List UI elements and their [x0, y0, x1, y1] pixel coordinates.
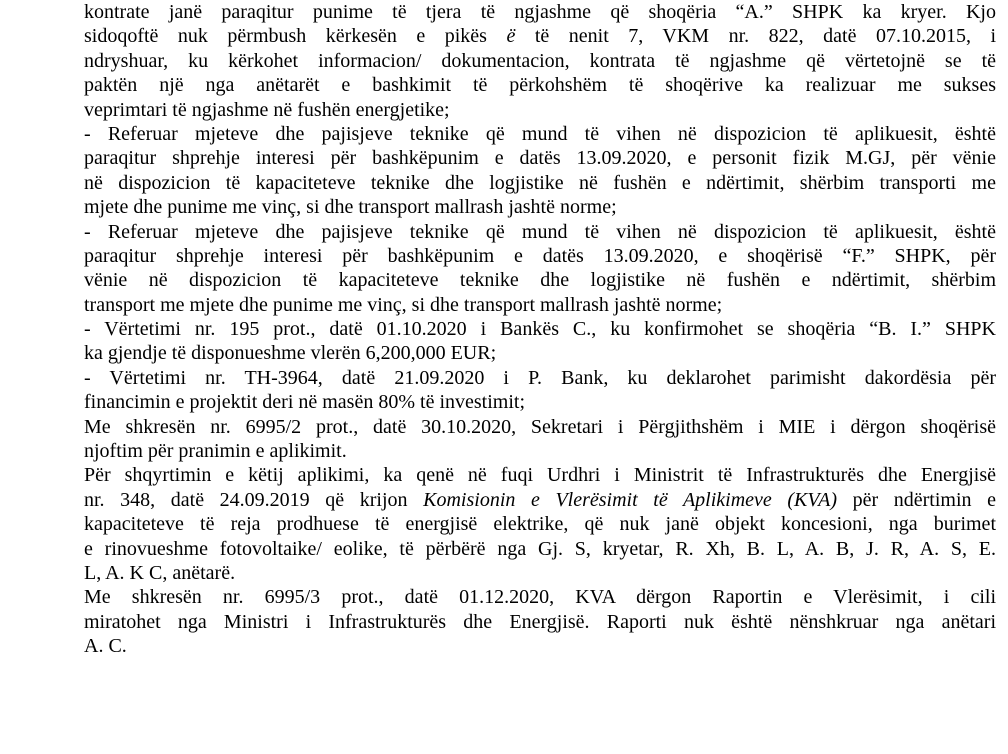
text-line: mjete dhe punime me vinç, si dhe transport mallrash jashtë norme; [84, 196, 617, 219]
text-line: kapaciteteve të reja prodhuese të energjisë elektrike, që nuk janë objekt koncesioni, nga burimet [84, 513, 996, 536]
text-line: transport me mjete dhe punime me vinç, si dhe transport mallrash jashtë norme; [84, 293, 723, 316]
text-line: Për shqyrtimin e këtij aplikimi, ka qenë në fuqi Urdhri i Ministrit të Infrastrukturës dhe Energjisë [84, 464, 996, 487]
paragraph [84, 463, 996, 585]
bullet-paragraph [84, 366, 996, 415]
text-line: paraqitur shprehje interesi për bashkëpunim e datës 13.09.2020, e personit fizik M.GJ, për vënie [84, 147, 996, 170]
text-line: - Referuar mjeteve dhe pajisjeve teknike që mund të vihen në dispozicion të aplikuesit, është [84, 220, 996, 243]
text-line: në dispozicion të kapaciteteve teknike dhe logjistike në fushën e ndërtimit, shërbim transporti me [84, 171, 996, 194]
italic-text: ë [506, 25, 516, 48]
bullet-paragraph [84, 122, 996, 220]
text-line: - Vërtetimi nr. TH-3964, datë 21.09.2020 i P. Bank, ku deklarohet parimisht dakordësia për [84, 366, 996, 389]
text-line: veprimtari të ngjashme në fushën energjetike; [84, 98, 450, 121]
text-run: sidoqoftë nuk përmbush kërkesën e pikës [84, 25, 507, 48]
text-line: njoftim për pranimin e aplikimit. [84, 440, 347, 463]
text-line: Me shkresën nr. 6995/3 prot., datë 01.12.2020, KVA dërgon Raportin e Vlerësimit, i cili [84, 586, 996, 609]
text-line: paktën një nga anëtarët e bashkimit të përkohshëm të shoqërive ka realizuar me sukses [84, 74, 996, 97]
text-line: Me shkresën nr. 6995/2 prot., datë 30.10.2020, Sekretari i Përgjithshëm i MIE i dërgon shoqërisë [84, 415, 996, 438]
italic-text: Komisionin e Vlerësimit të Aplikimeve (KVA) [423, 488, 837, 511]
text-line: financimin e projektit deri në masën 80% të investimit; [84, 391, 525, 414]
text-line [84, 24, 996, 48]
text-run: nr. 348, datë 24.09.2019 që krijon [84, 488, 424, 511]
text-line: ka gjendje të disponueshme vlerën 6,200,000 EUR; [84, 342, 497, 365]
paragraph [84, 585, 996, 658]
document-page [84, 0, 996, 659]
bullet-paragraph [84, 220, 996, 318]
text-run: të nenit 7, VKM nr. 822, datë 07.10.2015, i [515, 25, 996, 48]
text-line [84, 488, 996, 512]
text-line: e rinovueshme fotovoltaike/ eolike, të përbërë nga Gj. S, kryetar, R. Xh, B. L, A. B, J. R, A. S, E. [84, 537, 996, 560]
text-line: - Vërtetimi nr. 195 prot., datë 01.10.2020 i Bankës C., ku konfirmohet se shoqëria “B. I.” SHPK [84, 318, 996, 341]
text-run: për ndërtimin e [837, 488, 996, 511]
bullet-paragraph [84, 317, 996, 366]
text-line: miratohet nga Ministri i Infrastrukturës dhe Energjisë. Raporti nuk është nënshkruar nga anëtari [84, 610, 996, 633]
text-line: - Referuar mjeteve dhe pajisjeve teknike që mund të vihen në dispozicion të aplikuesit, është [84, 122, 996, 145]
text-line: L, A. K C, anëtarë. [84, 561, 236, 584]
paragraph [84, 415, 996, 464]
text-line: vënie në dispozicion të kapaciteteve teknike dhe logjistike në fushën e ndërtimit, shërbim [84, 269, 996, 292]
paragraph [84, 0, 996, 122]
text-line: kontrate janë paraqitur punime të tjera të ngjashme që shoqëria “A.” SHPK ka kryer. Kjo [84, 1, 996, 23]
text-line: A. C. [84, 635, 127, 658]
text-line: ndryshuar, ku kërkohet informacion/ dokumentacion, kontrata të ngjashme që vërtetojnë se të [84, 49, 996, 72]
text-line: paraqitur shprehje interesi për bashkëpunim e datës 13.09.2020, e shoqërisë “F.” SHPK, për [84, 244, 996, 267]
